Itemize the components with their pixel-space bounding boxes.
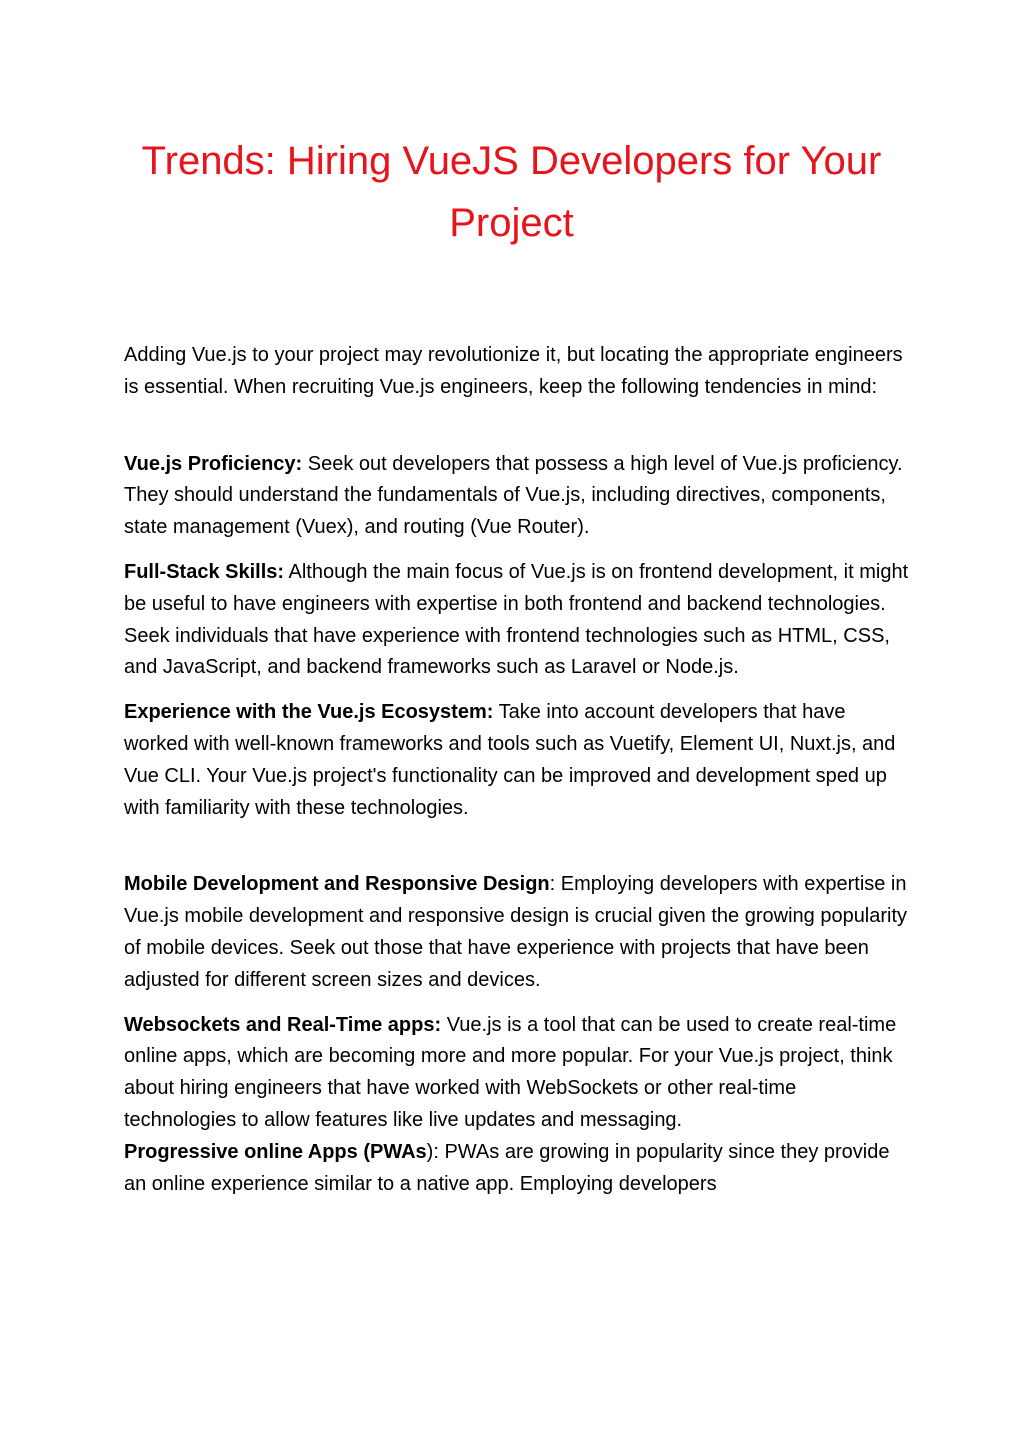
section-text: Although the main focus of Vue.js is on frontend development, it might be useful to have engineers with expertise in both frontend and backend technologies. Seek individuals that have experience with frontend technologies such as HTML, CSS, and JavaScript, and backend frameworks such as Laravel or Node.js.	[124, 560, 909, 679]
section-term: Mobile Development and Responsive Design	[124, 873, 550, 896]
section-text: : Employing developers with expertise in Vue.js mobile development and responsive design is crucial given the growing popularity of mobile devices. Seek out those that have experience with projects that have been adjusted for different screen sizes and devices.	[124, 873, 908, 991]
section-text: Take into account developers that have worked with well-known frameworks and tools such as Vuetify, Element UI, Nuxt.js, and Vue CLI. Your Vue.js project's functionality can be improved and development sped up with familiarity with these technologies.	[124, 701, 896, 819]
section-websockets	[124, 1010, 914, 1137]
page-title: Trends: Hiring VueJS Developers for Your Project	[141, 139, 882, 245]
section-term: Websockets and Real-Time apps:	[124, 1013, 442, 1036]
section-full-stack-skills	[124, 557, 914, 684]
section-vuejs-proficiency	[124, 449, 914, 544]
section-term: Full-Stack Skills:	[124, 560, 285, 583]
document-body	[124, 340, 914, 1200]
section-term: Progressive online Apps (PWAs	[124, 1140, 427, 1163]
section-term: Vue.js Proficiency:	[124, 452, 303, 475]
section-text: ): PWAs are growing in popularity since they provide an online experience similar to a native app. Employing developers	[124, 1140, 890, 1195]
intro-paragraph: Adding Vue.js to your project may revolutionize it, but locating the appropriate engineers is essential. When recruiting Vue.js engineers, keep the following tendencies in mind:	[124, 344, 903, 398]
section-text: Seek out developers that possess a high level of Vue.js proficiency. They should understand the fundamentals of Vue.js, including directives, components, state management (Vuex), and routing (Vue Router).	[124, 452, 903, 539]
section-mobile-development	[124, 869, 914, 996]
section-text: Vue.js is a tool that can be used to create real-time online apps, which are becoming more and more popular. For your Vue.js project, think about hiring engineers that have worked with WebSockets or other real-time technologies to allow features like live updates and messaging.	[124, 1013, 897, 1131]
section-vuejs-ecosystem	[124, 697, 914, 824]
section-term: Experience with the Vue.js Ecosystem:	[124, 701, 494, 724]
section-pwas	[124, 1137, 914, 1201]
